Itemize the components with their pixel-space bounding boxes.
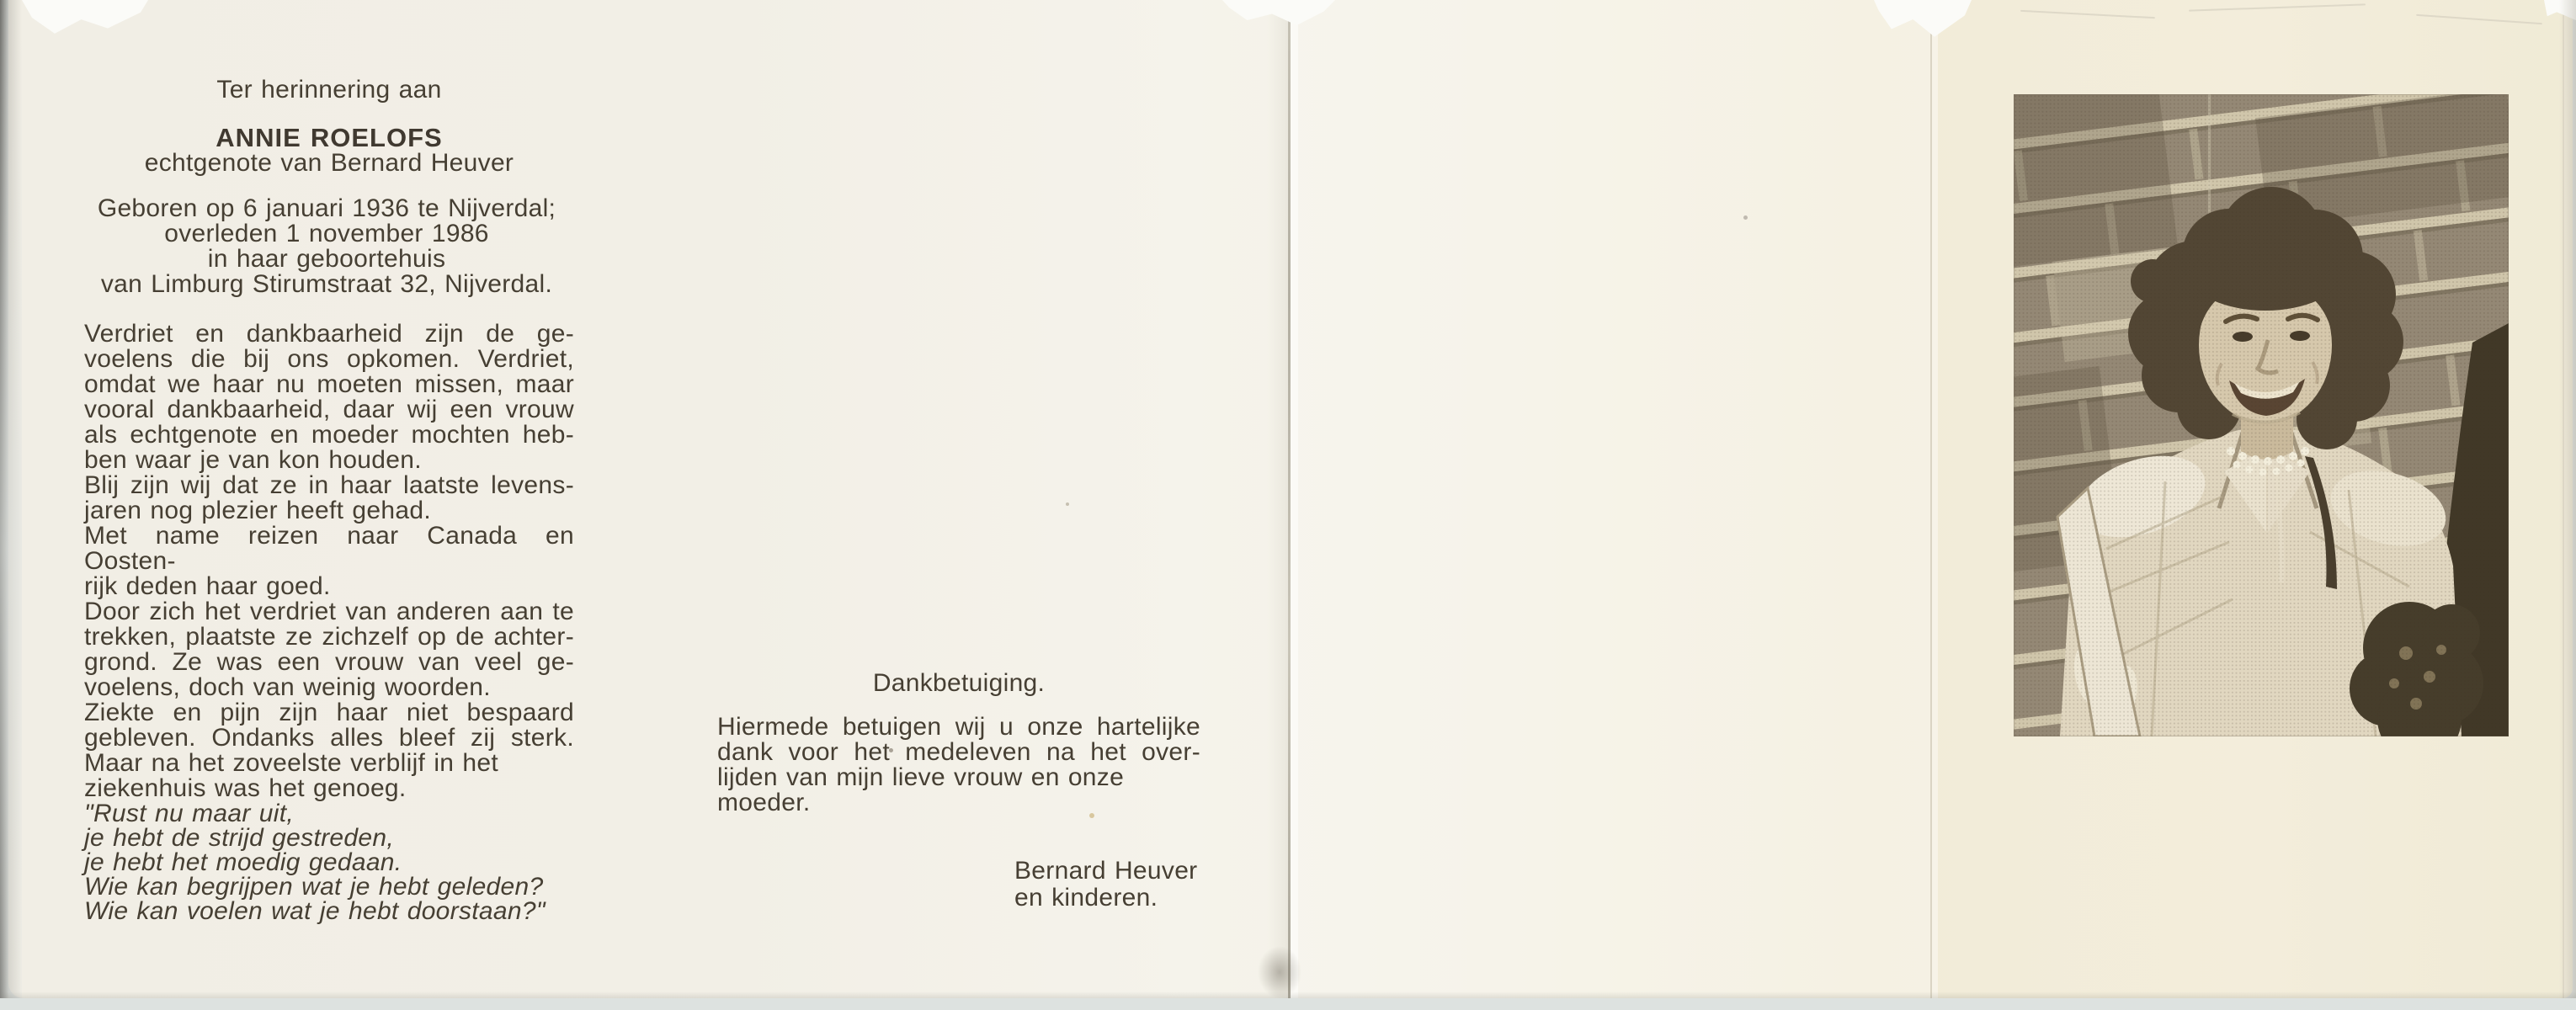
vitals-line: in haar geboortehuis: [207, 245, 446, 273]
body-line: gebleven. Ondanks alles bleef zij sterk.: [84, 724, 574, 752]
body-line: rijk deden haar goed.: [84, 572, 331, 600]
body-line: omdat we haar nu moeten missen, maar: [84, 370, 574, 398]
vitals-line: van Limburg Stirumstraat 32, Nijverdal.: [100, 270, 553, 298]
scan-edge-right: [2559, 0, 2576, 998]
thanks-line: Hiermede betuigen wij u onze hartelijke: [717, 713, 1200, 741]
body-line: Door zich het verdriet van anderen aan te: [84, 598, 574, 625]
poem-line: Wie kan begrijpen wat je hebt geleden?: [84, 873, 544, 901]
body-line: vooral dankbaarheid, daar wij een vrouw: [84, 396, 574, 423]
thanks-line: lijden van mijn lieve vrouw en onze: [717, 763, 1125, 791]
signature-block: [1014, 858, 1351, 912]
body-line: grond. Ze was een vrouw van veel ge-: [84, 648, 574, 676]
thanks-line: moeder.: [717, 789, 811, 816]
fold-crease-right-highlight: [1932, 0, 1938, 998]
body-line: Ziekte en pijn zijn haar niet bespaard: [84, 699, 574, 726]
paper-speck: [1743, 215, 1748, 220]
body-line: als echtgenote en moeder mochten heb-: [84, 421, 574, 449]
deceased-relation: echtgenote van Bernard Heuver: [144, 149, 514, 177]
deceased-name: ANNIE ROELOFS: [216, 123, 443, 152]
signature-line: Bernard Heuver: [1014, 857, 1198, 885]
portrait-photo: [2014, 94, 2509, 736]
bottom-fold-smudge: [1258, 946, 1301, 998]
body-line: ben waar je van kon houden.: [84, 446, 422, 474]
memorial-poem: [84, 801, 574, 923]
body-line: Met name reizen naar Canada en Oosten-: [84, 522, 574, 575]
thanks-heading: Dankbetuiging.: [872, 669, 1046, 697]
poem-line: je hebt de strijd gestreden,: [84, 824, 394, 852]
thanks-message: [717, 715, 1200, 816]
body-line: ziekenhuis was het genoeg.: [84, 774, 407, 802]
poem-line: Wie kan voelen wat je hebt doorstaan?": [84, 897, 546, 925]
scan-edge-left-fade: [0, 0, 22, 998]
body-line: voelens die bij ons opkomen. Verdriet,: [84, 345, 574, 373]
poem-line: je hebt het moedig gedaan.: [84, 848, 402, 876]
poem-line: "Rust nu maar uit,: [84, 800, 294, 827]
vitals-line: Geboren op 6 januari 1936 te Nijverdal;: [97, 194, 556, 222]
memorial-body-text: [84, 322, 574, 801]
signature-line: en kinderen.: [1014, 884, 1158, 912]
sepia-wash: [2014, 94, 2509, 736]
vitals-line: overleden 1 november 1986: [164, 220, 489, 247]
body-line: Maar na het zoveelste verblijf in het: [84, 749, 499, 777]
memorial-intro: Ter herinnering aan: [216, 76, 442, 104]
scan-bottom-strip: [0, 998, 2576, 1010]
thanks-line: dank voor het medeleven na het over-: [717, 738, 1200, 766]
birth-death-block: [74, 196, 579, 297]
body-line: jaren nog plezier heeft gehad.: [84, 497, 431, 524]
body-line: Blij zijn wij dat ze in haar laatste levens-: [84, 471, 574, 499]
paper-speck: [1066, 502, 1069, 506]
body-line: voelens, doch van weinig woorden.: [84, 673, 491, 701]
body-line: trekken, plaatste ze zichzelf op de achter-: [84, 623, 574, 651]
fold-crease-left-highlight: [1291, 0, 1298, 998]
memorial-header: [84, 77, 574, 176]
fold-crease-shadow: [1268, 0, 1288, 998]
body-line: Verdriet en dankbaarheid zijn de ge-: [84, 320, 574, 348]
